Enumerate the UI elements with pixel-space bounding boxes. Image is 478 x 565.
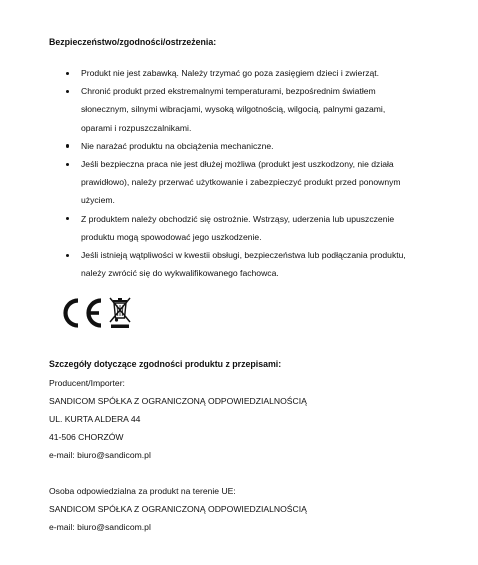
producer-label: Producent/Importer:: [49, 378, 125, 388]
list-item-text: Jeśli istnieją wątpliwości w kwestii obsługi, bezpieczeństwa lub podłączania produktu, należy zwrócić się do wykwalifikowanego fachowca.: [81, 250, 406, 279]
producer-email: e-mail: biuro@sandicom.pl: [49, 450, 151, 460]
producer-name: SANDICOM SPÓŁKA Z OGRANICZONĄ ODPOWIEDZIALNOŚCIĄ: [49, 396, 307, 406]
list-item: [49, 246, 449, 282]
list-item-text: Chronić produkt przed ekstremalnymi temperaturami, bezpośrednim światłem słonecznym, silnymi wibracjami, wysoką wilgotnością, wilgocią, palnymi gazami, oparami i rozpuszczalnikami.: [81, 86, 386, 133]
conformity-marks: [58, 296, 148, 330]
eu-responsible-label: Osoba odpowiedzialna za produkt na terenie UE:: [49, 486, 236, 496]
list-item-text: Z produktem należy obchodzić się ostrożnie. Wstrząsy, uderzenia lub upuszczenie produktu mogą spowodować jego uszkodzenie.: [81, 213, 395, 242]
list-item-text: Produkt nie jest zabawką. Należy trzymać go poza zasięgiem dzieci i zwierząt.: [81, 68, 380, 78]
ce-mark-icon: [58, 296, 148, 330]
list-item-text: Jeśli bezpieczna praca nie jest dłużej możliwa (produkt jest uszkodzony, nie działa prawidłowo), należy przerwać użytkowanie i zabezpieczyć produkt przed ponownym użyciem.: [81, 159, 401, 206]
list-item: [49, 82, 449, 137]
list-item-text: Nie narażać produktu na obciążenia mechaniczne.: [81, 140, 274, 151]
list-item: [49, 137, 449, 155]
safety-warnings-list: [49, 64, 449, 282]
crossed-out-wheelie-bin-icon: [108, 296, 132, 330]
eu-responsible-name: SANDICOM SPÓŁKA Z OGRANICZONĄ ODPOWIEDZIALNOŚCIĄ: [49, 504, 307, 514]
list-item: [49, 64, 449, 82]
producer-city: 41-506 CHORZÓW: [49, 432, 124, 442]
producer-street: UL. KURTA ALDERA 44: [49, 414, 141, 424]
compliance-heading: Szczegóły dotyczące zgodności produktu z przepisami:: [49, 359, 282, 369]
safety-heading: Bezpieczeństwo/zgodności/ostrzeżenia:: [49, 37, 217, 47]
list-item: [49, 210, 449, 246]
eu-responsible-email: e-mail: biuro@sandicom.pl: [49, 522, 151, 532]
list-item: [49, 155, 449, 210]
